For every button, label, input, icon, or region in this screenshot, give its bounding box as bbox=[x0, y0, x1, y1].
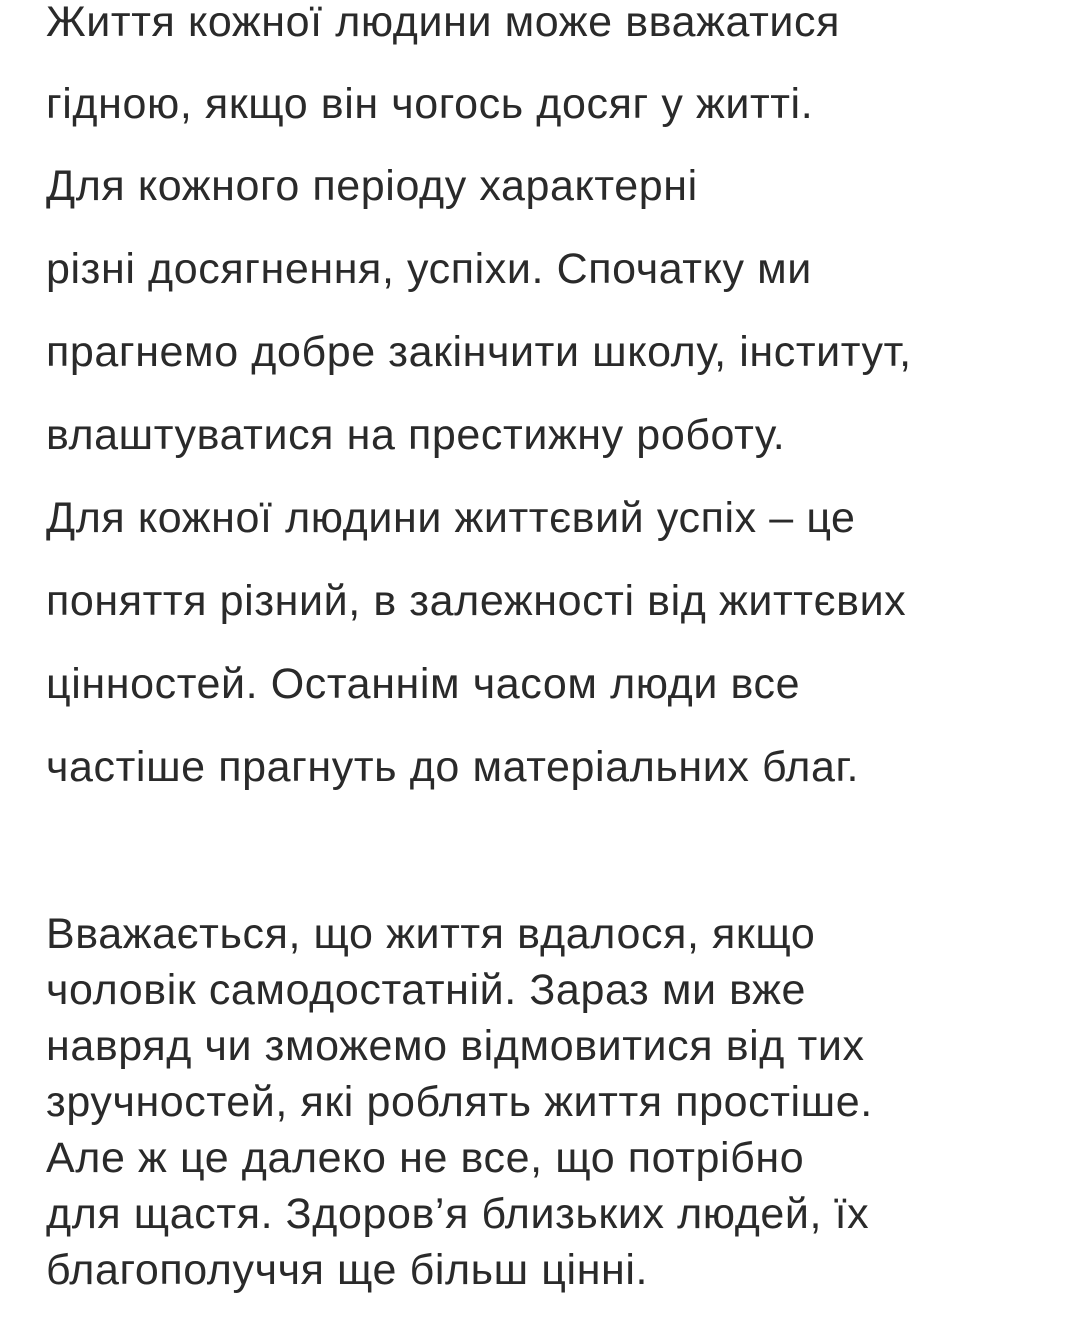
text-line: Для кожної людини життєвий успіх – це bbox=[46, 494, 856, 542]
text-line: благополуччя ще більш цінні. bbox=[46, 1246, 649, 1294]
text-line: цінностей. Останнім часом люди все bbox=[46, 660, 801, 708]
text-line: гідною, якщо він чогось досяг у житті. bbox=[46, 80, 814, 128]
text-line: Вважається, що життя вдалося, якщо bbox=[46, 910, 816, 958]
text-line: влаштуватися на престижну роботу. bbox=[46, 411, 786, 459]
text-line: поняття різний, в залежності від життєвих bbox=[46, 577, 907, 625]
text-line: Для кожного періоду характерні bbox=[46, 162, 698, 210]
text-line: зручностей, які роблять життя простіше. bbox=[46, 1078, 873, 1126]
text-line: Життя кожної людини може вважатися bbox=[46, 0, 840, 46]
text-line: навряд чи зможемо відмовитися від тих bbox=[46, 1022, 865, 1070]
text-line: частіше прагнуть до матеріальних благ. bbox=[46, 743, 860, 791]
text-line: прагнемо добре закінчити школу, інститут, bbox=[46, 328, 912, 376]
text-line: різні досягнення, успіхи. Спочатку ми bbox=[46, 245, 812, 293]
text-line: чоловік самодостатній. Зараз ми вже bbox=[46, 966, 807, 1014]
text-line: Але ж це далеко не все, що потрібно bbox=[46, 1134, 805, 1182]
text-line: для щастя. Здоров’я близьких людей, їх bbox=[46, 1190, 870, 1238]
